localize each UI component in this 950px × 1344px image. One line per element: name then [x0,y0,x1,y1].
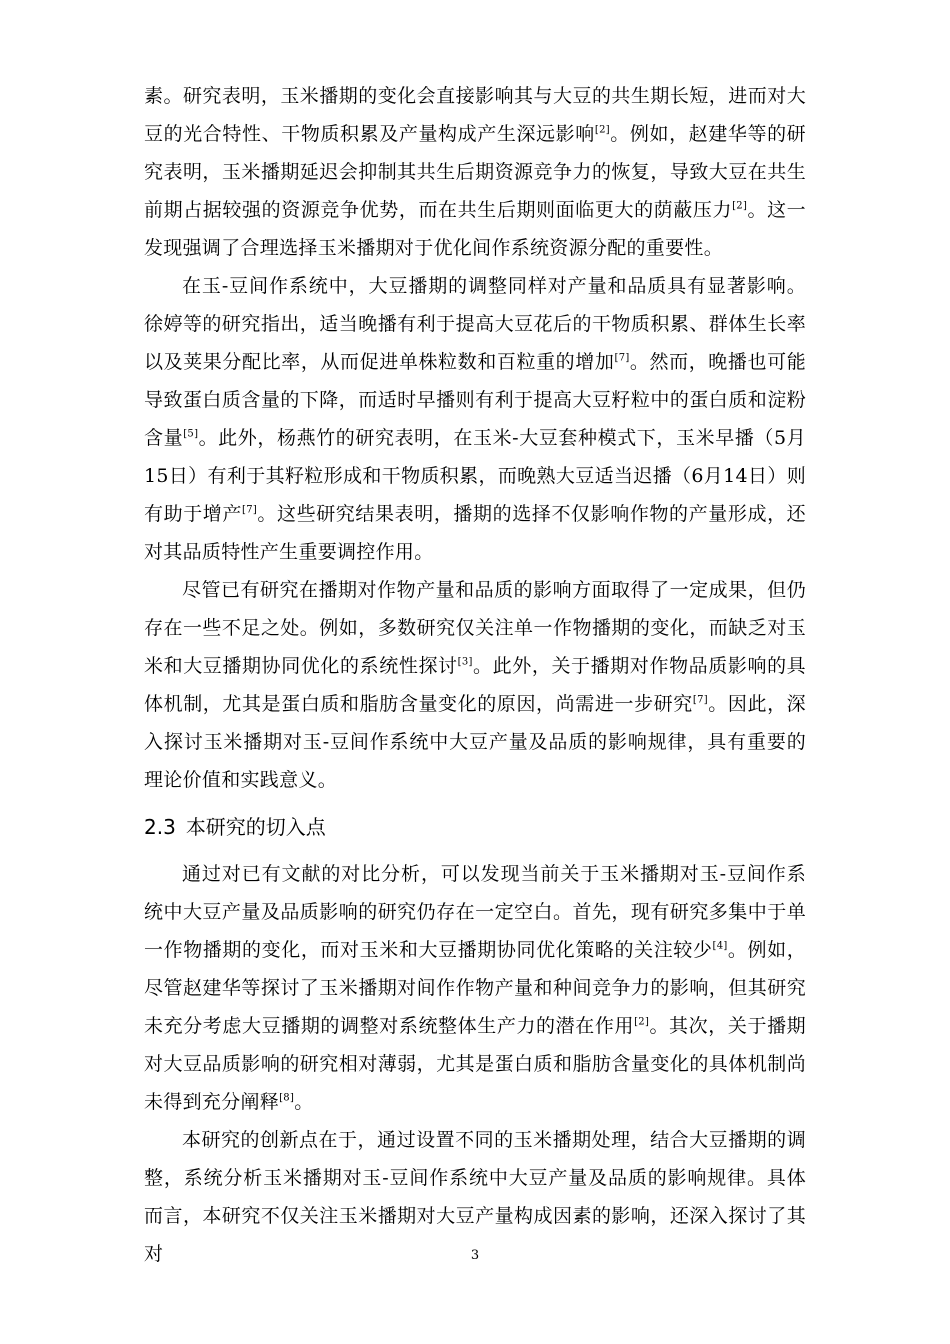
paragraph-text: 。 [294,1091,314,1113]
citation-ref[interactable]: [5] [183,428,199,440]
section-heading [144,805,806,849]
document-page [144,77,806,1273]
citation-ref[interactable]: [3] [457,656,473,668]
paragraph-text: 本研究的创新点在于，通过设置不同的玉米播期处理，结合大豆播期的调整，系统分析玉米播期对玉-豆间作系统中大豆产量及品质的影响规律。具体而言，本研究不仅关注玉米播期对大豆产量构成因素的影响，还深入探讨了其对 [144,1129,806,1265]
paragraph-text: 。例如，尽管赵建华等探讨了玉米播期对间作作物产量和种间竞争力的影响，但其研究未充分考虑大豆播期的调整对系统整体生产力的潜在作用 [144,939,807,1037]
paragraph-text: 。此外，关于播期对作物品质影响的具体机制，尤其是蛋白质和脂肪含量变化的原因，尚需进一步研究 [144,655,806,715]
body-text-after-section [144,855,806,1273]
citation-ref[interactable]: [8] [279,1092,295,1104]
citation-ref[interactable]: [2] [594,124,610,136]
paragraph-text: 。因此，深入探讨玉米播期对玉-豆间作系统中大豆产量及品质的影响规律，具有重要的理论价值和实践意义。 [144,693,806,791]
body-text-before-section [144,77,806,799]
paragraph-text: 素。研究表明，玉米播期的变化会直接影响其与大豆的共生期长短，进而对大豆的光合特性、干物质积累及产量构成产生深远影响 [144,85,806,145]
paragraph-text: 尽管已有研究在播期对作物产量和品质的影响方面取得了一定成果，但仍存在一些不足之处。例如，多数研究仅关注单一作物播期的变化，而缺乏对玉米和大豆播期协同优化的系统性探讨 [144,579,806,677]
citation-ref[interactable]: [2] [634,1016,650,1028]
paragraph-text: 通过对已有文献的对比分析，可以发现当前关于玉米播期对玉-豆间作系统中大豆产量及品质影响的研究仍存在一定空白。首先，现有研究多集中于单一作物播期的变化，而对玉米和大豆播期协同优化策略的关注较少 [144,863,806,961]
citation-ref[interactable]: [2] [732,200,748,212]
paragraph-text: 。其次，关于播期对大豆品质影响的研究相对薄弱，尤其是蛋白质和脂肪含量变化的具体机制尚未得到充分阐释 [144,1015,806,1113]
paragraph [144,855,806,1121]
paragraph [144,267,806,571]
paragraph-text: 。例如，赵建华等的研究表明，玉米播期延迟会抑制其共生后期资源竞争力的恢复，导致大豆在共生前期占据较强的资源竞争优势，而在共生后期则面临更大的荫蔽压力 [144,123,806,221]
paragraph-text: 。这一发现强调了合理选择玉米播期对于优化间作系统资源分配的重要性。 [144,199,806,259]
paragraph-text: 在玉-豆间作系统中，大豆播期的调整同样对产量和品质具有显著影响。徐婷等的研究指出，适当晚播有利于提高大豆花后的干物质积累、群体生长率以及荚果分配比率，从而促进单株粒数和百粒重的增加 [144,275,806,373]
section-number: 2.3 [144,815,176,839]
citation-ref[interactable]: [4] [712,940,728,952]
paragraph [144,77,806,267]
citation-ref[interactable]: [7] [242,504,258,516]
paragraph [144,571,806,799]
section-title: 本研究的切入点 [185,815,326,839]
citation-ref[interactable]: [7] [614,352,630,364]
paragraph-text: 。此外，杨燕竹的研究表明，在玉米-大豆套种模式下，玉米早播（5月15日）有利于其籽粒形成和干物质积累，而晚熟大豆适当迟播（6月14日）则有助于增产 [144,427,806,525]
citation-ref[interactable]: [7] [692,694,708,706]
page-number: 3 [470,1248,480,1263]
paragraph-text: 。然而，晚播也可能导致蛋白质含量的下降，而适时早播则有利于提高大豆籽粒中的蛋白质和淀粉含量 [144,351,807,449]
paragraph-text: 。这些研究结果表明，播期的选择不仅影响作物的产量形成，还对其品质特性产生重要调控作用。 [144,503,806,563]
